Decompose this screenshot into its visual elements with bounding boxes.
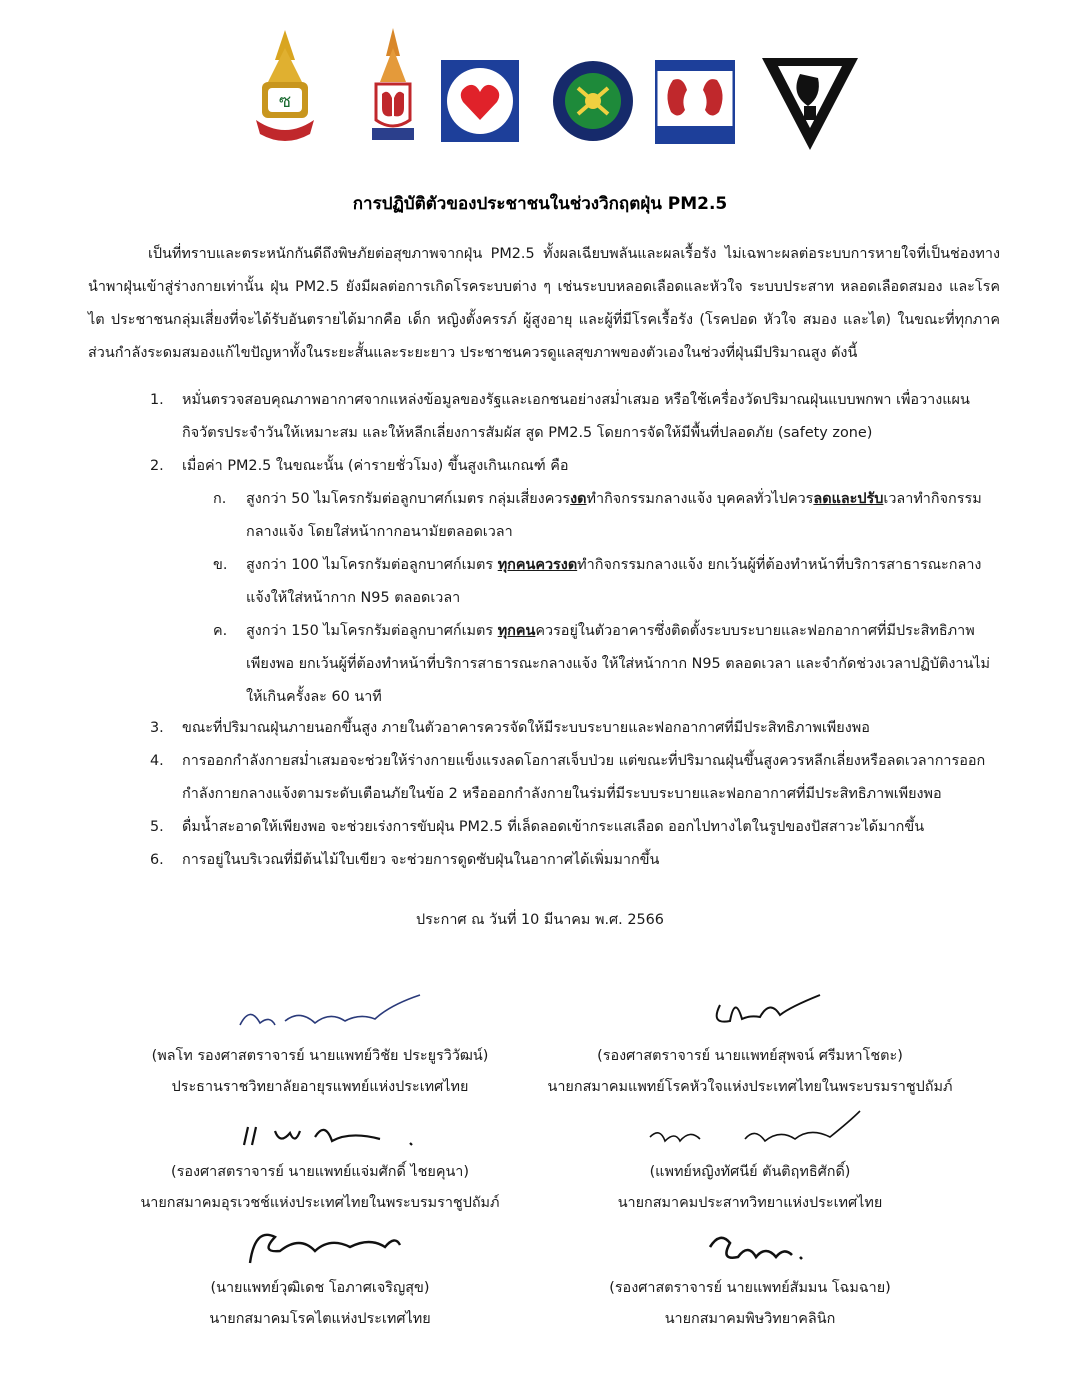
signature-block xyxy=(530,1217,970,1335)
handwritten-signature xyxy=(530,1217,970,1273)
item-number: 2. xyxy=(150,458,164,474)
announcement-date: ประกาศ ณ วันที่ 10 มีนาคม พ.ศ. 2566 xyxy=(416,912,664,928)
neurological-society-logo xyxy=(552,58,634,148)
text-part: สูงกว่า 150 ไมโครกรัมต่อลูกบาศก์เมตร xyxy=(246,623,498,639)
handwritten-signature xyxy=(530,1101,970,1157)
signatory-position: นายกสมาคมพิษวิทยาคลินิก xyxy=(664,1311,836,1327)
intro-paragraph xyxy=(88,238,1000,370)
item-text: การออกกำลังกายสม่ำเสมอจะช่วยให้ร่างกายแข็งแรงลดโอกาสเจ็บป่วย แต่ขณะที่ปริมาณฝุ่นขึ้นสูงควรหลีกเลี่ยงหรือลดเวลาการออกกำลังกายกลางแจ้งตามระดับเตือนภัยในข้อ 2 หรือออกกำลังกายในร่มที่มีระบบระบายและฟอกอากาศที่มีประสิทธิภาพเพียงพอ xyxy=(182,753,986,802)
text-part: ทำกิจกรรมกลางแจ้ง บุคคลทั่วไปควร xyxy=(586,491,814,507)
item-text: หมั่นตรวจสอบคุณภาพอากาศจากแหล่งข้อมูลของรัฐและเอกชนอย่างสม่ำเสมอ หรือใช้เครื่องวัดปริมาณฝุ่นแบบพกพา เพื่อวางแผนกิจวัตรประจำวันให้เหมาะสม และให้หลีกเลี่ยงการสัมผัส สูด PM2.5 โดยการจัดให้มีพื้นที่ปลอดภัย (safety zone) xyxy=(182,392,970,441)
item-text: เมื่อค่า PM2.5 ในขณะนั้น (ค่ารายชั่วโมง) ขึ้นสูงเกินเกณฑ์ คือ xyxy=(182,458,569,474)
handwritten-signature xyxy=(100,1217,540,1273)
signature-block xyxy=(530,1101,970,1219)
svg-text:ซ: ซ xyxy=(278,91,292,112)
signatory-name: (รองศาสตราจารย์ นายแพทย์แจ่มศักดิ์ ไชยคุนา) xyxy=(170,1164,469,1180)
signatory-name: (รองศาสตราจารย์ นายแพทย์สัมมน โฉมฉาย) xyxy=(609,1280,891,1296)
signatory-name: (รองศาสตราจารย์ นายแพทย์สุพจน์ ศรีมหาโชตะ) xyxy=(597,1048,903,1064)
signature-block xyxy=(100,985,540,1103)
signature-block xyxy=(530,985,970,1103)
sub-item-number: ก. xyxy=(213,491,227,507)
signatory-name: (พลโท รองศาสตราจารย์ นายแพทย์วิชัย ประยูรวิวัฒน์) xyxy=(151,1048,489,1064)
page-title: การปฏิบัติตัวของประชาชนในช่วงวิกฤตฝุ่น PM2.5 xyxy=(352,194,728,214)
thoracic-society-logo xyxy=(368,28,418,152)
intro-text: เป็นที่ทราบและตระหนักกันดีถึงพิษภัยต่อสุขภาพจากฝุ่น PM2.5 ทั้งผลเฉียบพลันและผลเรื้อรัง ไม่เฉพาะผลต่อระบบการหายใจที่เป็นช่องทางนำพาฝุ่นเข้าสู่ร่างกายเท่านั้น ฝุ่น PM2.5 ยังมีผลต่อการเกิดโรคระบบต่าง ๆ เช่นระบบหลอดเลือดและหัวใจ ระบบประสาท หลอดเลือดสมอง และโรคไต ประชาชนกลุ่มเสี่ยงที่จะได้รับอันตรายได้มากคือ เด็ก หญิงตั้งครรภ์ ผู้สูงอายุ และผู้ที่มีโรคเรื้อรัง (โรคปอด หัวใจ สมอง และไต) ในขณะที่ทุกภาคส่วนกำลังระดมสมองแก้ไขปัญหาทั้งในระยะสั้นและระยะยาว ประชาชนควรดูแลสุขภาพของตัวเองในช่วงที่ฝุ่นมีปริมาณสูง ดังนี้ xyxy=(88,246,1000,361)
emphasis: ทุกคน xyxy=(497,623,536,639)
item-number: 6. xyxy=(150,852,164,868)
clinical-toxicology-logo xyxy=(760,54,860,158)
emphasis: งด xyxy=(570,491,587,507)
item-number: 1. xyxy=(150,392,164,408)
signatory-name: (แพทย์หญิงทัศนีย์ ตันติฤทธิศักดิ์) xyxy=(649,1164,851,1180)
item-text: ดื่มน้ำสะอาดให้เพียงพอ จะช่วยเร่งการขับฝุ่น PM2.5 ที่เล็ดลอดเข้ากระแสเลือด ออกไปทางไตในรูปของปัสสาวะได้มากขึ้น xyxy=(182,819,925,835)
sub-item-text xyxy=(246,549,1002,615)
item-number: 3. xyxy=(150,720,164,736)
signatory-position: นายกสมาคมอุรเวชช์แห่งประเทศไทยในพระบรมราชูปถัมภ์ xyxy=(140,1195,500,1211)
signatory-position: นายกสมาคมแพทย์โรคหัวใจแห่งประเทศไทยในพระบรมราชูปถัมภ์ xyxy=(547,1079,953,1095)
signature-block xyxy=(100,1101,540,1219)
sub-item-text xyxy=(246,483,1002,549)
heart-association-logo xyxy=(441,60,519,146)
nephrology-society-logo xyxy=(655,60,735,148)
royal-college-logo xyxy=(250,30,320,152)
item-text: การอยู่ในบริเวณที่มีต้นไม้ใบเขียว จะช่วยการดูดซับฝุ่นในอากาศได้เพิ่มมากขึ้น xyxy=(182,852,660,868)
sub-item-number: ค. xyxy=(213,623,228,639)
logo-row xyxy=(0,22,1080,152)
text-part: ทำกิจกรรมกลางแจ้ง ยกเว้นผู้ที่ต้องทำหน้าที่บริการสาธารณะกลางแจ้งให้ใส่หน้ากาก N95 ตลอดเวลา xyxy=(246,557,982,606)
signatory-position: ประธานราชวิทยาลัยอายุรแพทย์แห่งประเทศไทย xyxy=(171,1079,469,1095)
text-part: ควรอยู่ในตัวอาคารซึ่งติดตั้งระบบระบายและฟอกอากาศที่มีประสิทธิภาพเพียงพอ ยกเว้นผู้ที่ต้องทำหน้าที่บริการสาธารณะกลางแจ้ง ให้ใส่หน้ากาก N95 ตลอดเวลา และจำกัดช่วงเวลาปฏิบัติงานไม่ให้เกินครั้งละ 60 นาที xyxy=(246,623,991,705)
item-text: ขณะที่ปริมาณฝุ่นภายนอกขึ้นสูง ภายในตัวอาคารควรจัดให้มีระบบระบายและฟอกอากาศที่มีประสิทธิภาพเพียงพอ xyxy=(182,720,870,736)
handwritten-signature xyxy=(530,985,970,1041)
sub-item-number: ข. xyxy=(213,557,228,573)
text-part: เวลาทำกิจกรรมกลางแจ้ง โดยใส่หน้ากากอนามัยตลอดเวลา xyxy=(246,491,982,540)
signature-block xyxy=(100,1217,540,1335)
emphasis: ทุกคนควรงด xyxy=(497,557,578,573)
signatory-position: นายกสมาคมประสาทวิทยาแห่งประเทศไทย xyxy=(617,1195,883,1211)
signatory-name: (นายแพทย์วุฒิเดช โอภาศเจริญสุข) xyxy=(210,1280,430,1296)
sub-item-text xyxy=(246,615,1002,714)
item-number: 4. xyxy=(150,753,164,769)
item-number: 5. xyxy=(150,819,164,835)
emphasis: ลดและปรับ xyxy=(813,491,884,507)
signatory-position: นายกสมาคมโรคไตแห่งประเทศไทย xyxy=(209,1311,431,1327)
text-part: สูงกว่า 100 ไมโครกรัมต่อลูกบาศก์เมตร xyxy=(246,557,498,573)
handwritten-signature xyxy=(100,985,540,1041)
text-part: สูงกว่า 50 ไมโครกรัมต่อลูกบาศก์เมตร กลุ่มเสี่ยงควร xyxy=(246,491,571,507)
handwritten-signature xyxy=(100,1101,540,1157)
